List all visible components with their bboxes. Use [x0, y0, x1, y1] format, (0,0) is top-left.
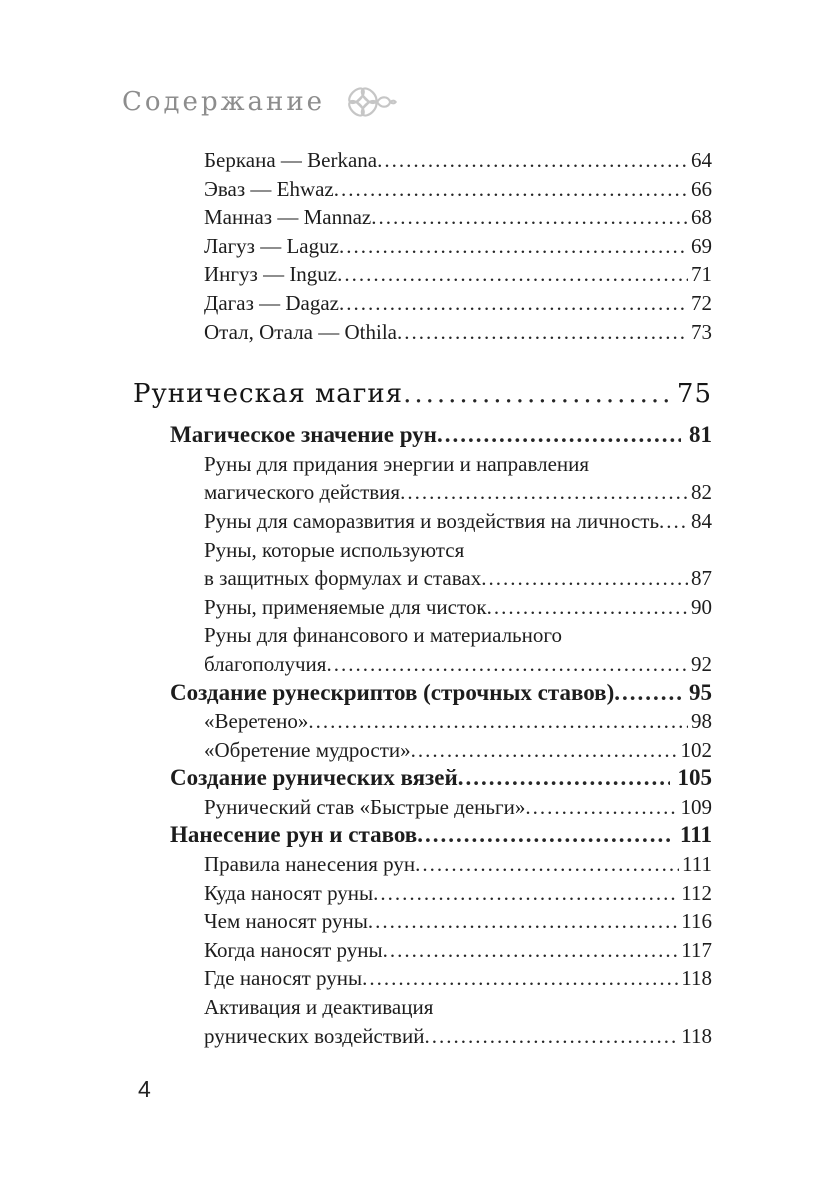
toc-entry-title: Беркана — Berkana	[204, 148, 378, 172]
toc-entry-page: 82	[691, 480, 712, 505]
dotted-leader	[437, 421, 681, 450]
dotted-leader	[424, 1022, 678, 1051]
toc-entry-title: Куда наносят руны	[204, 880, 374, 905]
toc-entry-title: Чем наносят руны	[204, 909, 368, 934]
toc-entry-sub	[204, 793, 712, 822]
toc-row	[204, 907, 712, 936]
toc-entry-page: 109	[680, 794, 712, 819]
dotted-leader	[337, 260, 688, 289]
toc-entry-title: благополучия	[204, 651, 327, 676]
toc-entry-page: 112	[681, 880, 712, 905]
toc-row	[204, 507, 712, 536]
toc-entry-title: Ингуз — Inguz	[204, 262, 338, 287]
toc-entry-title: Когда наносят руны	[204, 937, 383, 962]
toc-row	[204, 232, 712, 261]
toc-entry-title: в защитных формулах и ставах	[204, 566, 482, 591]
dotted-leader	[415, 850, 679, 879]
toc-entry-page: 118	[681, 966, 712, 991]
toc-entry-sub	[204, 879, 712, 908]
toc-row	[170, 764, 712, 793]
toc-entry-title: «Веретено»	[204, 709, 309, 734]
dotted-leader	[368, 907, 678, 936]
toc-entry-page: 111	[682, 852, 712, 877]
toc-entry-sub	[204, 203, 712, 232]
dotted-leader	[339, 289, 688, 318]
toc-row	[204, 879, 712, 908]
toc-entry-title: Дагаз — Dagaz	[204, 290, 340, 315]
toc-entry-title: Руническая магия	[133, 379, 404, 410]
toc-entry-sub	[204, 850, 712, 879]
toc-row	[204, 936, 712, 965]
dotted-leader	[371, 203, 688, 232]
dotted-leader	[362, 964, 678, 993]
toc-entry-title: Создание рунических вязей	[170, 765, 458, 791]
dotted-leader	[377, 146, 688, 175]
dotted-leader	[659, 507, 688, 536]
toc-entry-page: 98	[691, 709, 712, 734]
toc-row	[204, 260, 712, 289]
dotted-leader	[525, 793, 677, 822]
dotted-leader	[417, 821, 672, 850]
toc-entry-page: 75	[676, 379, 712, 410]
toc-list	[133, 146, 712, 1050]
toc-entry-page: 81	[689, 422, 712, 448]
dotted-leader	[373, 879, 678, 908]
toc-row	[204, 993, 712, 1022]
toc-row	[204, 793, 712, 822]
toc-entry-page: 92	[691, 651, 712, 676]
toc-entry-sub	[204, 736, 712, 765]
toc-entry-section	[170, 764, 712, 793]
dotted-leader	[614, 679, 681, 708]
toc-entry-sub	[204, 507, 712, 536]
toc-row	[204, 478, 712, 507]
toc-row	[170, 821, 712, 850]
toc-row	[204, 536, 712, 565]
toc-entry-page: 105	[677, 765, 712, 791]
dotted-leader	[400, 478, 688, 507]
dotted-leader	[458, 764, 670, 793]
toc-entry-page: 68	[691, 205, 712, 230]
toc-entry-page: 66	[691, 176, 712, 201]
toc-row	[204, 1022, 712, 1051]
dotted-leader	[308, 707, 688, 736]
toc-entry-page: 117	[681, 937, 712, 962]
toc-row	[170, 421, 712, 450]
toc-entry-section	[170, 421, 712, 450]
toc-entry-sub	[204, 175, 712, 204]
toc-entry-sub	[204, 232, 712, 261]
toc-entry-sub	[204, 450, 712, 507]
toc-entry-page: 71	[691, 262, 712, 287]
toc-row	[133, 376, 712, 412]
toc-entry-title: магического действия	[204, 480, 401, 505]
dotted-leader	[481, 564, 688, 593]
toc-row	[204, 621, 712, 650]
dotted-leader	[487, 593, 688, 622]
toc-entry-section	[170, 821, 712, 850]
dotted-leader	[383, 936, 679, 965]
toc-entry-sub	[204, 707, 712, 736]
toc-entry-page: 116	[681, 909, 712, 934]
folio-page-number: 4	[138, 1076, 151, 1102]
toc-entry-page: 118	[681, 1023, 712, 1048]
toc-entry-sub	[204, 146, 712, 175]
toc-entry-sub	[204, 621, 712, 678]
toc-row	[204, 850, 712, 879]
toc-row	[204, 736, 712, 765]
toc-entry-sub	[204, 289, 712, 318]
toc-entry-page: 87	[691, 566, 712, 591]
toc-entry-title: Руны для придания энергии и направления	[204, 451, 590, 476]
toc-entry-part	[133, 376, 712, 412]
toc-entry-title: Правила нанесения рун	[204, 852, 416, 877]
toc-row	[170, 679, 712, 708]
toc-entry-title: Руны для финансового и материального	[204, 623, 562, 648]
toc-entry-page: 64	[691, 148, 712, 172]
toc-entry-title: Эваз — Ehwaz	[204, 176, 334, 201]
toc-entry-title: «Обретение мудрости»	[204, 737, 411, 762]
dotted-leader	[403, 376, 674, 412]
toc-row	[204, 318, 712, 347]
toc-entry-sub	[204, 260, 712, 289]
toc-entry-title: Рунический став «Быстрые деньги»	[204, 794, 526, 819]
toc-entry-sub	[204, 536, 712, 593]
dotted-leader	[334, 175, 688, 204]
toc-entry-page: 111	[680, 822, 712, 848]
toc-entry-title: рунических воздействий	[204, 1023, 425, 1048]
toc-row	[204, 289, 712, 318]
toc-entry-page: 69	[691, 233, 712, 258]
page-header	[122, 82, 397, 122]
toc-row	[204, 650, 712, 679]
toc-entry-page: 95	[689, 679, 712, 705]
toc-entry-title: Отал, Отала — Othila	[204, 319, 397, 344]
toc-row	[204, 203, 712, 232]
toc-entry-page: 72	[691, 290, 712, 315]
toc-entry-page: 102	[680, 737, 712, 762]
toc-entry-sub	[204, 318, 712, 347]
toc-entry-sub	[204, 964, 712, 993]
toc-entry-title: Создание рунескриптов (строчных ставов)	[170, 679, 615, 705]
toc-entry-sub	[204, 907, 712, 936]
dotted-leader	[326, 650, 688, 679]
toc-row	[204, 593, 712, 622]
toc-entry-page: 73	[691, 319, 712, 344]
toc-row	[204, 564, 712, 593]
toc-entry-title: Магическое значение рун	[170, 422, 437, 448]
toc-entry-title: Нанесение рун и ставов	[170, 822, 418, 848]
dotted-leader	[411, 736, 678, 765]
toc-row	[204, 707, 712, 736]
toc-entry-page: 90	[691, 594, 712, 619]
toc-entry-title: Руны для саморазвития и воздействия на личность	[204, 508, 660, 533]
toc-entry-title: Манназ — Mannaz	[204, 205, 372, 230]
toc-entry-sub	[204, 993, 712, 1050]
dotted-leader	[397, 318, 688, 347]
toc-entry-sub	[204, 593, 712, 622]
toc-entry-sub	[204, 936, 712, 965]
toc-row	[204, 146, 712, 175]
toc-entry-title: Где наносят руны	[204, 966, 363, 991]
toc-row	[204, 964, 712, 993]
toc-entry-title: Активация и деактивация	[204, 995, 434, 1020]
celtic-knot-icon	[343, 82, 397, 122]
dotted-leader	[339, 232, 688, 261]
toc-entry-page: 84	[691, 508, 712, 533]
toc-row	[204, 175, 712, 204]
contents-heading: Содержание	[122, 87, 326, 117]
toc-row	[204, 450, 712, 479]
toc-entry-title: Лагуз — Laguz	[204, 233, 339, 258]
toc-entry-section	[170, 679, 712, 708]
toc-entry-title: Руны, применяемые для чисток	[204, 594, 487, 619]
toc-entry-title: Руны, которые используются	[204, 537, 465, 562]
